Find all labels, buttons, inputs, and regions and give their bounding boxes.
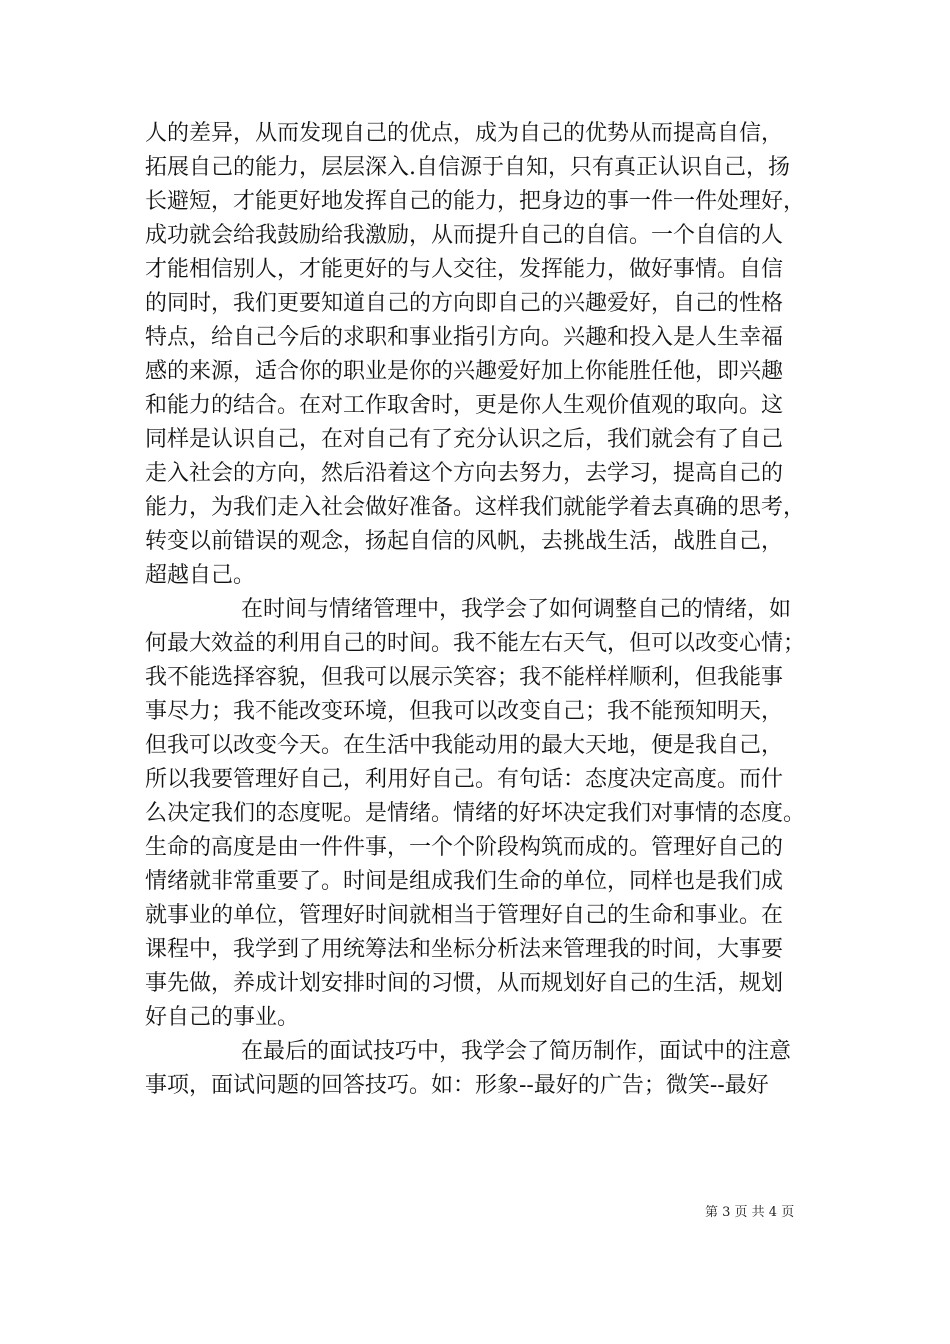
text-line: 好自己的事业。	[145, 1005, 300, 1030]
text-line: 才能相信别人，才能更好的与人交往，发挥能力，做好事情。自信	[145, 257, 784, 282]
text-line: 课程中，我学到了用统筹法和坐标分析法来管理我的时间，大事要	[145, 937, 784, 962]
text-line: 但我可以改变今天。在生活中我能动用的最大天地，便是我自己，	[145, 733, 784, 758]
text-line: 情绪就非常重要了。时间是组成我们生命的单位，同样也是我们成	[145, 869, 784, 894]
text-line: 拓展自己的能力，层层深入.自信源于自知，只有真正认识自己，扬	[145, 155, 790, 180]
text-line: 何最大效益的利用自己的时间。我不能左右天气，但可以改变心情；	[145, 631, 806, 656]
text-line: 人的差异，从而发现自己的优点，成为自己的优势从而提高自信，	[145, 121, 784, 146]
page-number: 第 3 页 共 4 页	[705, 1205, 795, 1220]
text-line: 就事业的单位，管理好时间就相当于管理好自己的生命和事业。在	[145, 903, 784, 928]
text-line: 所以我要管理好自己，利用好自己。有句话：态度决定高度。而什	[145, 767, 784, 792]
text-line: 么决定我们的态度呢。是情绪。情绪的好坏决定我们对事情的态度。	[145, 801, 806, 826]
body-text	[145, 117, 810, 1103]
text-line: 事先做，养成计划安排时间的习惯，从而规划好自己的生活，规划	[145, 971, 784, 996]
text-line: 和能力的结合。在对工作取舍时，更是你人生观价值观的取向。这	[145, 393, 784, 418]
paragraph-start-line: 在时间与情绪管理中，我学会了如何调整自己的情绪，如	[241, 597, 792, 622]
text-line: 事项，面试问题的回答技巧。如：形象--最好的广告；微笑--最好	[145, 1073, 769, 1098]
text-line: 能力，为我们走入社会做好准备。这样我们就能学着去真确的思考，	[145, 495, 806, 520]
text-line: 转变以前错误的观念，扬起自信的风帆，去挑战生活，战胜自己，	[145, 529, 784, 554]
text-line: 走入社会的方向，然后沿着这个方向去努力，去学习，提高自己的	[145, 461, 784, 486]
text-line: 的同时，我们更要知道自己的方向即自己的兴趣爱好，自己的性格	[145, 291, 784, 316]
text-line: 特点，给自己今后的求职和事业指引方向。兴趣和投入是人生幸福	[145, 325, 784, 350]
text-line: 感的来源，适合你的职业是你的兴趣爱好加上你能胜任他，即兴趣	[145, 359, 784, 384]
text-line: 我不能选择容貌，但我可以展示笑容；我不能样样顺利，但我能事	[145, 665, 784, 690]
text-line: 超越自己。	[145, 563, 256, 588]
text-line: 成功就会给我鼓励给我激励，从而提升自己的自信。一个自信的人	[145, 223, 784, 248]
text-line: 生命的高度是由一件件事，一个个阶段构筑而成的。管理好自己的	[145, 835, 784, 860]
text-line: 事尽力；我不能改变环境，但我可以改变自己；我不能预知明天，	[145, 699, 784, 724]
paragraph-start-line: 在最后的面试技巧中，我学会了简历制作，面试中的注意	[241, 1039, 792, 1064]
text-line: 长避短，才能更好地发挥自己的能力，把身边的事一件一件处理好，	[145, 189, 806, 214]
text-line: 同样是认识自己，在对自己有了充分认识之后，我们就会有了自己	[145, 427, 784, 452]
